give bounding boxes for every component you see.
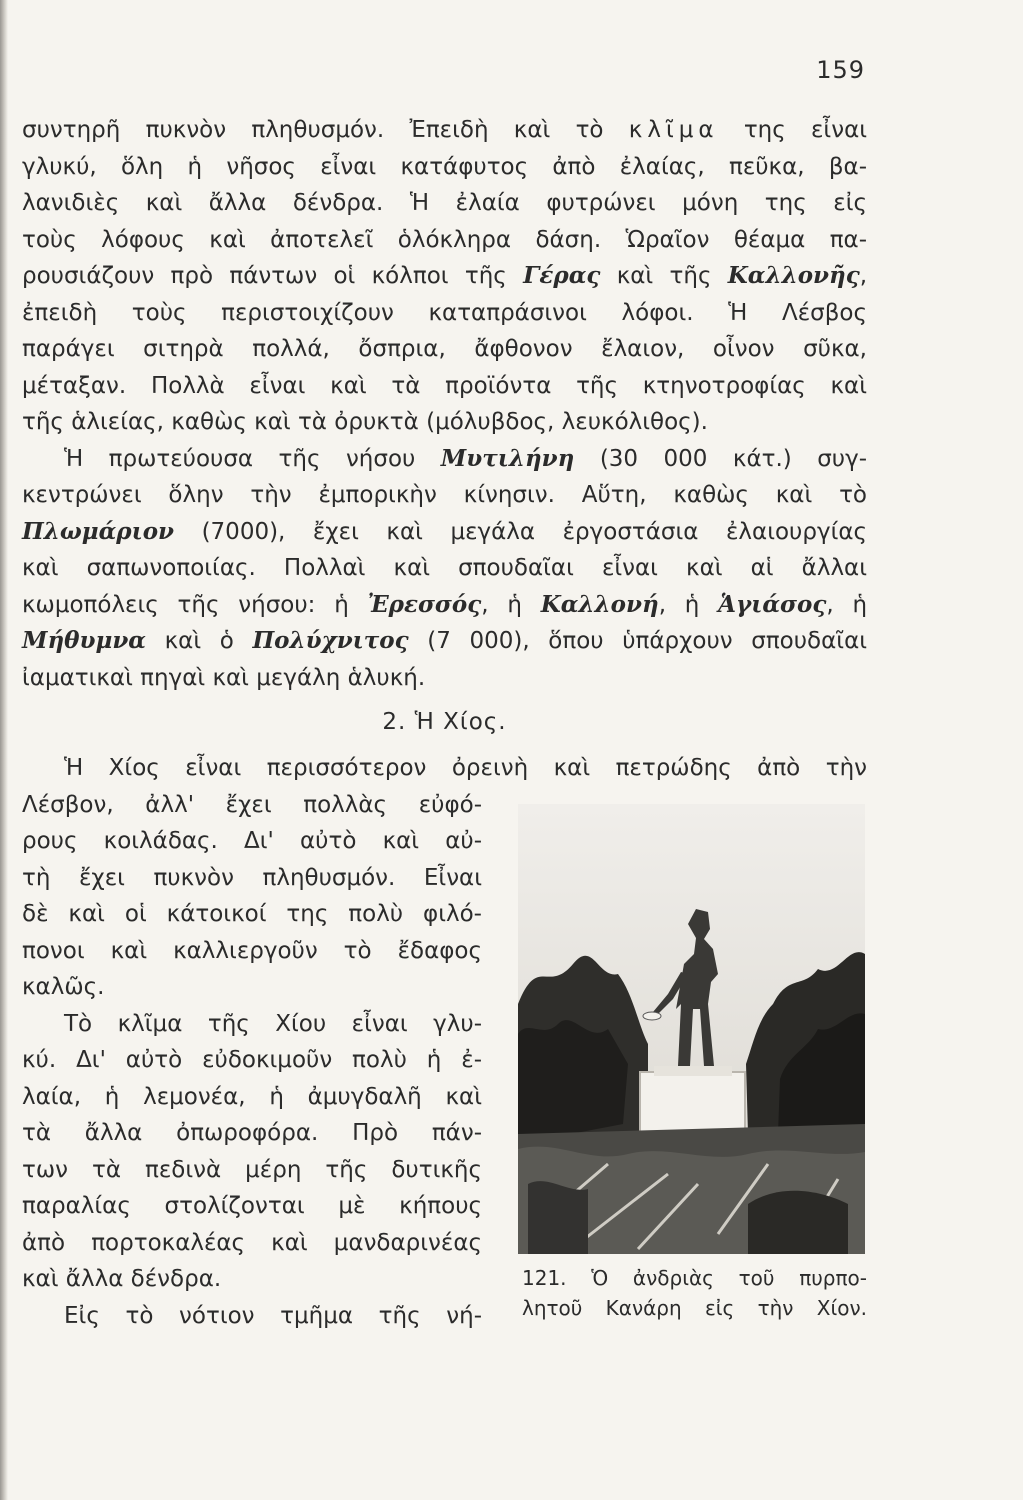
text-line: καὶ σαπωνοποιίας. Πολλαὶ καὶ σπουδαῖαι εἶναι καὶ αἱ ἄλλαι: [22, 555, 867, 581]
caption-line: λητοῦ Κανάρη εἰς τὴν Χίον.: [522, 1296, 867, 1320]
text-line: ἐπειδὴ τοὺς περιστοιχίζουν καταπράσινοι λόφοι. Ἡ Λέσβος: [22, 299, 867, 326]
text-line: τῆς ἁλιείας, καθὼς καὶ τὰ ὀρυκτὰ (μόλυβδος, λευκόλιθος).: [22, 409, 708, 435]
text-line: τὴ ἔχει πυκνὸν πληθυσμόν. Εἶναι: [22, 864, 482, 891]
text-line: καὶ ἄλλα δένδρα.: [22, 1266, 222, 1292]
text-line: καλῶς.: [22, 974, 105, 1000]
page-number: 159: [816, 56, 865, 84]
statue-illustration: [518, 804, 865, 1254]
text-line: παραλίας στολίζονται μὲ κήπους: [22, 1193, 482, 1219]
upper-text-block: [22, 112, 867, 747]
text-line: ἰαματικαὶ πηγαὶ καὶ μεγάλη ἁλυκή.: [22, 664, 426, 691]
text-line: Εἰς τὸ νότιον τμῆμα τῆς νή-: [64, 1302, 482, 1329]
text-line: κεντρώνει ὅλην τὴν ἐμπορικὴν κίνησιν. Αὕτη, καθὼς καὶ τὸ: [22, 482, 867, 508]
photo-caption: [522, 1263, 867, 1323]
text-line: γλυκύ, ὅλη ἡ νῆσος εἶναι κατάφυτος ἀπὸ ἐλαίας, πεῦκα, βα-: [22, 153, 867, 180]
text-line: Μήθυμνα καὶ ὁ Πολύχνιτος (7 000), ὅπου ὑπάρχουν σπουδαῖαι: [22, 627, 868, 654]
text-line: λαία, ἡ λεμονέα, ἡ ἀμυγδαλῆ καὶ: [22, 1083, 482, 1110]
statue-photo: [518, 804, 865, 1254]
text-line: Ἡ Χίος εἶναι περισσότερον ὀρεινὴ καὶ πετρώδης ἀπὸ τὴν: [64, 755, 867, 781]
text-line: κωμοπόλεις τῆς νήσου: ἡ Ἐρεσσός, ἡ Καλλονή, ἡ Ἁγιάσος, ἡ: [22, 590, 868, 618]
text-line: Ἡ πρωτεύουσα τῆς νήσου Μυτιλήνη (30 000 κάτ.) συγ-: [64, 444, 868, 472]
text-line: Πλωμάριον (7000), ἔχει καὶ μεγάλα ἐργοστάσια ἐλαιουργίας: [22, 517, 868, 545]
text-line: συντηρῆ πυκνὸν πληθυσμόν. Ἐπειδὴ καὶ τὸ κλῖμα της εἶναι: [22, 117, 868, 143]
text-line: δὲ καὶ οἱ κάτοικοί της πολὺ φιλό-: [22, 901, 482, 927]
text-line: ρουσιάζουν πρὸ πάντων οἱ κόλποι τῆς Γέρας καὶ τῆς Καλλονῆς,: [22, 262, 868, 289]
text-line: λανιδιὲς καὶ ἄλλα δένδρα. Ἡ ἐλαία φυτρώνει μόνη της εἰς: [22, 190, 867, 216]
text-column: [22, 787, 482, 1335]
text-line: Λέσβον, ἀλλ' ἔχει πολλὰς εὐφό-: [22, 791, 482, 818]
section-heading: 2. Ἡ Χίος.: [382, 709, 507, 735]
text-line: τοὺς λόφους καὶ ἀποτελεῖ ὁλόκληρα δάση. Ὡραῖον θέαμα πα-: [22, 226, 867, 253]
text-line: τὰ ἄλλα ὀπωροφόρα. Πρὸ πάν-: [22, 1120, 482, 1146]
page-binding-edge: [0, 0, 8, 1500]
text-line: πονοι καὶ καλλιεργοῦν τὸ ἔδαφος: [22, 937, 482, 964]
text-line: παράγει σιτηρὰ πολλά, ὄσπρια, ἄφθονον ἔλαιον, οἶνον σῦκα,: [22, 336, 867, 362]
text-line: ἀπὸ πορτοκαλέας καὶ μανδαρινέας: [22, 1229, 482, 1256]
caption-line: 121. Ὁ ἀνδριὰς τοῦ πυρπο-: [522, 1266, 867, 1290]
text-line: Τὸ κλῖμα τῆς Χίου εἶναι γλυ-: [64, 1010, 482, 1037]
text-line: των τὰ πεδινὰ μέρη τῆς δυτικῆς: [22, 1156, 482, 1183]
text-line: ρους κοιλάδας. Δι' αὐτὸ καὶ αὐ-: [22, 828, 482, 854]
text-line: κύ. Δι' αὐτὸ εὐδοκιμοῦν πολὺ ἡ ἐ-: [22, 1047, 482, 1073]
text-line: μέταξαν. Πολλὰ εἶναι καὶ τὰ προϊόντα τῆς κτηνοτροφίας καὶ: [22, 372, 867, 399]
